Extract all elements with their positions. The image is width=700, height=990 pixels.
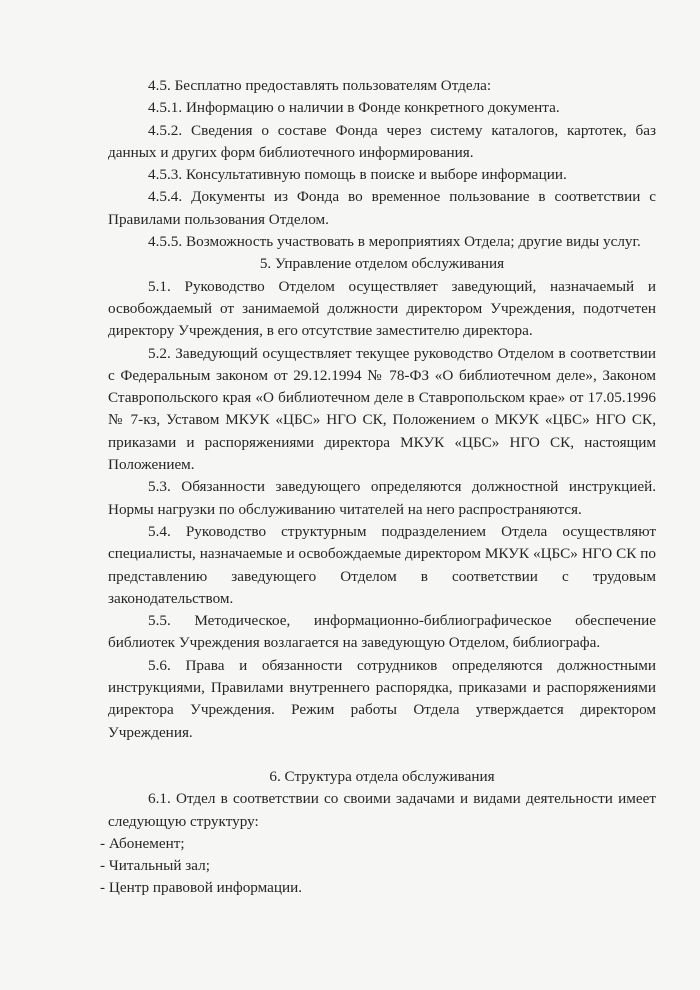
clause-4-5-2: 4.5.2. Сведения о составе Фонда через систему каталогов, картотек, баз данных и других форм библиотечного информирования. — [108, 121, 656, 161]
clause-4-5-5: 4.5.5. Возможность участвовать в мероприятиях Отдела; другие виды услуг. — [148, 233, 641, 251]
document-body — [100, 75, 656, 900]
section-6-heading: 6. Структура отдела обслуживания — [269, 767, 495, 785]
clause-5-5: 5.5. Методическое, информационно-библиографическое обеспечение библиотек Учреждения возлагается на заведующую Отделом, библиографа. — [108, 612, 656, 652]
clause-5-6: 5.6. Права и обязанности сотрудников определяются должностными инструкциями, Правилами внутреннего распорядка, приказами и распоряжениями директора Учреждения. Режим работы Отдела утверждается директором Учреждения. — [108, 656, 656, 741]
clause-4-5-3: 4.5.3. Консультативную помощь в поиске и выборе информации. — [148, 166, 567, 184]
structure-item-reading-room: - Читальный зал; — [100, 857, 210, 875]
clause-5-1: 5.1. Руководство Отделом осуществляет заведующий, назначаемый и освобождаемый от занимаемой должности директором Учреждения, подотчетен директору Учреждения, в его отсутствие заместителю директора. — [108, 277, 656, 340]
structure-item-subscription: - Абонемент; — [100, 834, 185, 852]
structure-item-legal-center: - Центр правовой информации. — [100, 879, 303, 897]
section-gap — [108, 744, 656, 766]
clause-4-5: 4.5. Бесплатно предоставлять пользователям Отдела: — [148, 77, 492, 94]
clause-5-2: 5.2. Заведующий осуществляет текущее руководство Отделом в соответствии с Федеральным законом от 29.12.1994 № 78-ФЗ «О библиотечном деле», Законом Ставропольского края «О библиотечном деле в Ставропольском крае» от 17.05.1996 № 7-кз, Уставом МКУК «ЦБС» НГО СК, Положением о МКУК «ЦБС» НГО СК, приказами и распоряжениями директора МКУК «ЦБС» НГО СК, настоящим Положением. — [108, 344, 656, 474]
clause-4-5-1: 4.5.1. Информацию о наличии в Фонде конкретного документа. — [148, 99, 560, 117]
clause-4-5-4: 4.5.4. Документы из Фонда во временное пользование в соответствии с Правилами пользования Отделом. — [108, 188, 656, 228]
clause-6-1: 6.1. Отдел в соответствии со своими задачами и видами деятельности имеет следующую структуру: — [108, 790, 656, 830]
clause-5-3: 5.3. Обязанности заведующего определяются должностной инструкцией. Нормы нагрузки по обслуживанию читателей на него распространяются. — [108, 478, 656, 518]
section-5-heading: 5. Управление отделом обслуживания — [259, 255, 505, 273]
clause-5-4: 5.4. Руководство структурным подразделением Отдела осуществляют специалисты, назначаемые и освобождаемые директором МКУК «ЦБС» НГО СК по представлению заведующего Отделом в соответствии с трудовым законодательством. — [108, 522, 656, 607]
